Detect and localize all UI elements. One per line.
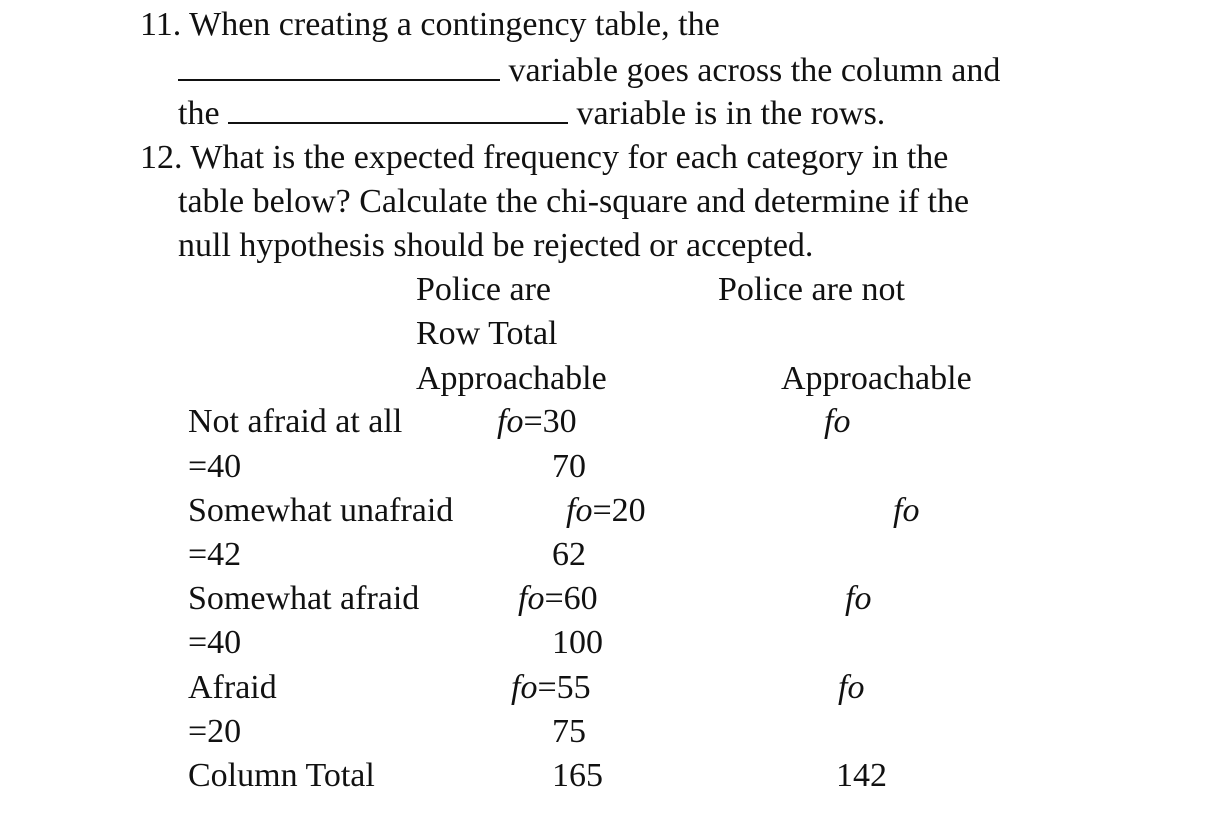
row-label-somewhat-unafraid: Somewhat unafraid	[188, 492, 454, 529]
fo-symbol: fo	[845, 580, 872, 617]
cell-value-afraid-not-approachable: =20	[188, 713, 242, 750]
question-11-line-2	[178, 53, 1000, 88]
question-12-line-2: table below? Calculate the chi-square and determine if the	[178, 183, 970, 220]
row-label-afraid: Afraid	[188, 669, 277, 706]
header-police-not-approachable-line-1: Police are not	[718, 271, 905, 308]
cell-value: =55	[537, 669, 591, 706]
cell-fo-not-afraid-approachable	[497, 405, 577, 439]
cell-value: =60	[544, 580, 598, 617]
question-12-line-3: null hypothesis should be rejected or accepted.	[178, 227, 814, 264]
row-label-somewhat-afraid: Somewhat afraid	[188, 580, 420, 617]
row-total-afraid: 75	[552, 713, 586, 750]
cell-fo-somewhat-unafraid-not-approachable	[893, 494, 919, 528]
column-total-approachable: 165	[552, 757, 603, 794]
fo-symbol: fo	[497, 403, 524, 440]
row-total-not-afraid: 70	[552, 448, 586, 485]
cell-fo-afraid-approachable	[511, 671, 591, 705]
fo-symbol: fo	[893, 492, 920, 529]
cell-value-somewhat-unafraid-not-approachable: =42	[188, 536, 242, 573]
answer-blank-row-variable[interactable]	[228, 96, 568, 124]
fo-symbol: fo	[518, 580, 545, 617]
question-11-line-3	[178, 96, 885, 131]
answer-blank-column-variable[interactable]	[178, 53, 500, 81]
fo-symbol: fo	[824, 403, 851, 440]
cell-fo-somewhat-unafraid-approachable	[566, 494, 646, 528]
row-total-somewhat-afraid: 100	[552, 624, 603, 661]
question-11-line-3-prefix: the	[178, 95, 220, 132]
row-label-not-afraid: Not afraid at all	[188, 403, 403, 440]
cell-value: =30	[523, 403, 577, 440]
question-11-line-1: 11. When creating a contingency table, the	[140, 6, 720, 43]
fo-symbol: fo	[511, 669, 538, 706]
header-police-approachable-line-1: Police are	[416, 271, 551, 308]
header-police-approachable-line-2: Approachable	[416, 360, 607, 397]
question-12-line-1: 12. What is the expected frequency for each category in the	[140, 139, 949, 176]
cell-fo-not-afraid-not-approachable	[824, 405, 850, 439]
cell-fo-afraid-not-approachable	[838, 671, 864, 705]
header-police-not-approachable-line-2: Approachable	[781, 360, 972, 397]
cell-fo-somewhat-afraid-approachable	[518, 582, 598, 616]
column-total-not-approachable: 142	[836, 757, 887, 794]
cell-value-somewhat-afraid-not-approachable: =40	[188, 624, 242, 661]
column-total-label: Column Total	[188, 757, 375, 794]
header-row-total: Row Total	[416, 315, 558, 352]
row-total-somewhat-unafraid: 62	[552, 536, 586, 573]
cell-value-not-afraid-not-approachable: =40	[188, 448, 242, 485]
cell-value: =20	[592, 492, 646, 529]
fo-symbol: fo	[566, 492, 593, 529]
question-11-line-2-text: variable goes across the column and	[508, 52, 1001, 89]
fo-symbol: fo	[838, 669, 865, 706]
cell-fo-somewhat-afraid-not-approachable	[845, 582, 871, 616]
question-11-line-3-text: variable is in the rows.	[576, 95, 886, 132]
